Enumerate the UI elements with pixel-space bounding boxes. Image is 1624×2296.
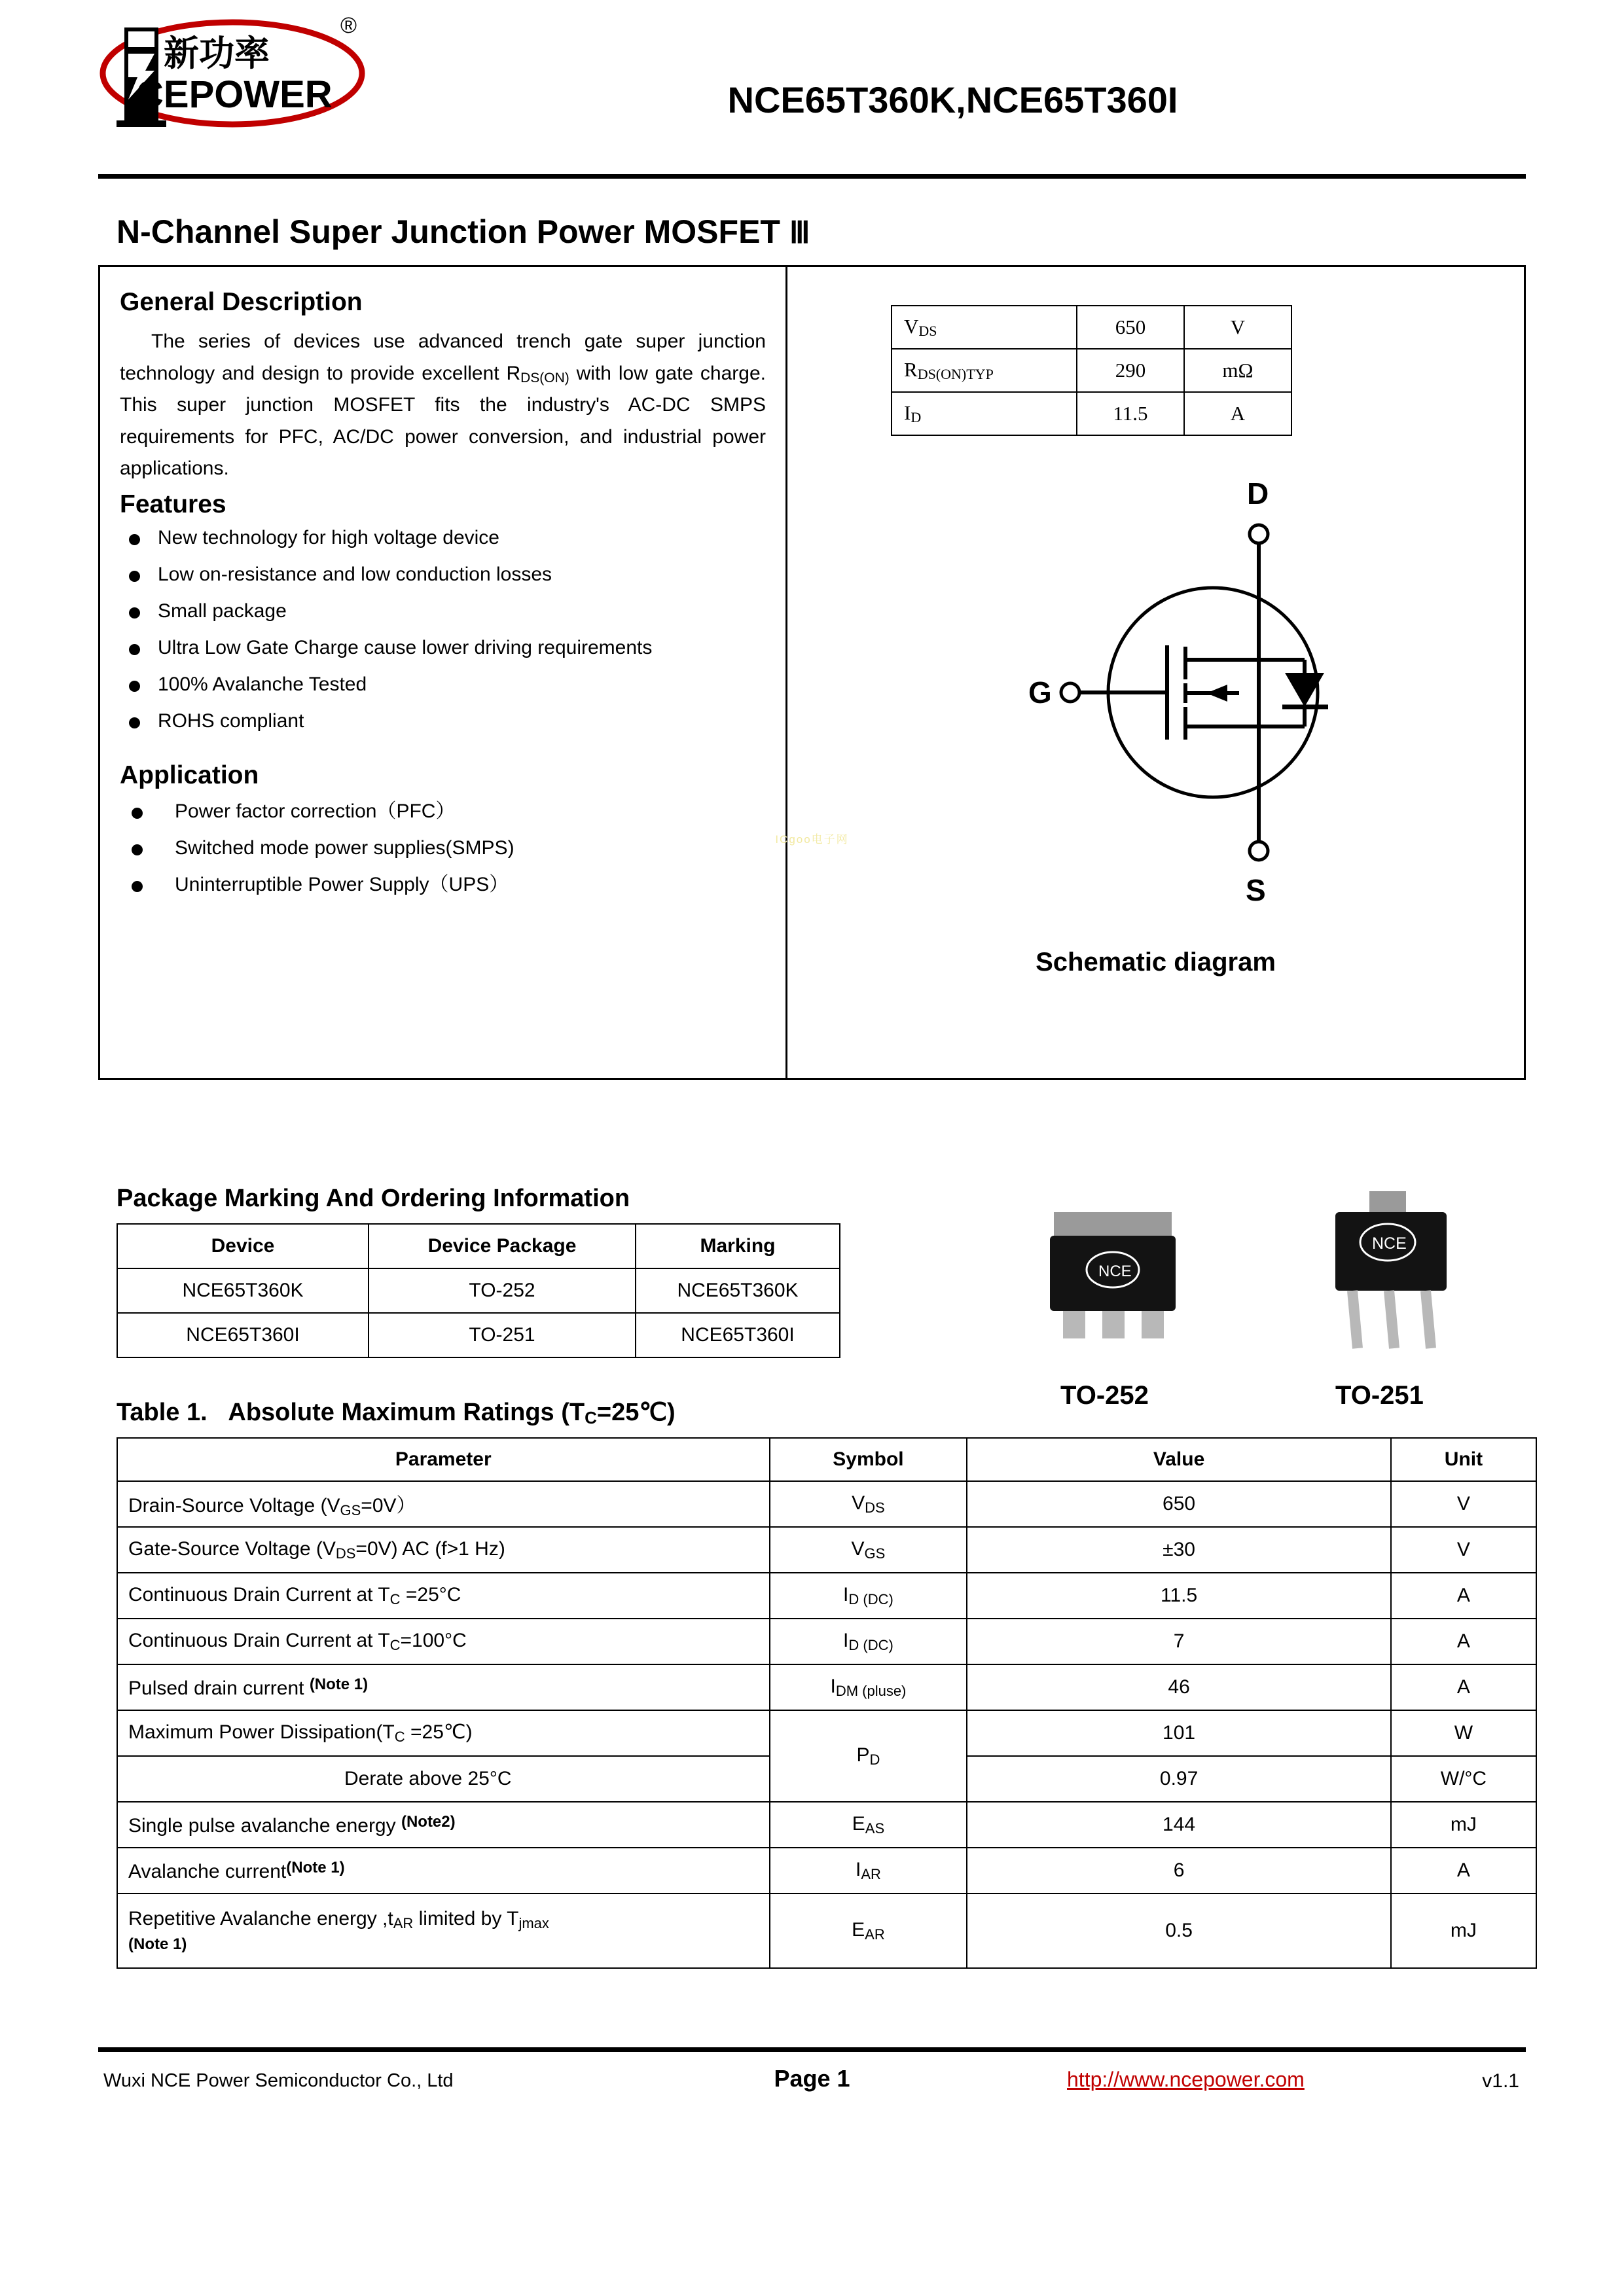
footer-version: v1.1 xyxy=(1482,2070,1519,2092)
general-description-sub: DS(ON) xyxy=(520,370,569,386)
table-row xyxy=(117,1664,1536,1710)
absolute-maximum-ratings-table xyxy=(117,1437,1537,1969)
svg-text:G: G xyxy=(1028,675,1052,709)
cell-unit: W/°C xyxy=(1391,1756,1536,1802)
table-row xyxy=(892,349,1291,392)
application-heading: Application xyxy=(120,761,259,789)
features-heading: Features xyxy=(120,490,226,518)
param-symbol: VDS xyxy=(892,306,1077,349)
cell-parameter: Gate-Source Voltage (VDS=0V) AC (f>1 Hz) xyxy=(117,1527,770,1573)
cell-parameter: Avalanche current$^{(Note 1)}$ xyxy=(117,1848,770,1893)
cell-value: 11.5 xyxy=(967,1573,1390,1619)
param-unit: A xyxy=(1184,392,1291,435)
footer-page-number: Page 1 xyxy=(774,2065,850,2092)
column-header-symbol: Symbol xyxy=(770,1438,967,1481)
table-row xyxy=(117,1710,1536,1756)
param-value: 11.5 xyxy=(1077,392,1184,435)
cell-value: 7 xyxy=(967,1619,1390,1664)
cell-value: 101 xyxy=(967,1710,1390,1756)
cell-value: ±30 xyxy=(967,1527,1390,1573)
table-header-row xyxy=(117,1438,1536,1481)
cell-unit: A xyxy=(1391,1619,1536,1664)
cell-parameter: Repetitive Avalanche energy ,tAR limited by Tjmax (Note 1) xyxy=(117,1893,770,1968)
cell-symbol: EAS xyxy=(770,1802,967,1848)
table-row xyxy=(117,1802,1536,1848)
svg-text:S: S xyxy=(1246,873,1266,907)
part-number-title: NCE65T360K,NCE65T360I xyxy=(727,79,1178,120)
table1-title-sub: C xyxy=(585,1408,597,1427)
cell-unit: W xyxy=(1391,1710,1536,1756)
cell-value: 46 xyxy=(967,1664,1390,1710)
overview-right-column xyxy=(787,267,1524,1078)
param-unit: V xyxy=(1184,306,1291,349)
general-description-heading: General Description xyxy=(120,288,363,316)
cell-parameter: Maximum Power Dissipation(TC =25℃) xyxy=(117,1710,770,1756)
cell-symbol: IAR xyxy=(770,1848,967,1893)
cell-unit: A xyxy=(1391,1664,1536,1710)
list-item: Switched mode power supplies(SMPS) xyxy=(120,838,766,858)
table-row xyxy=(117,1527,1536,1573)
to251-package-image xyxy=(1316,1185,1492,1378)
table-row xyxy=(892,392,1291,435)
table1-title-end: =25℃) xyxy=(596,1399,676,1426)
page-title xyxy=(117,213,1526,251)
package-marking-heading: Package Marking And Ordering Information xyxy=(117,1185,630,1212)
cell-marking: NCE65T360I xyxy=(636,1313,840,1357)
page-header xyxy=(98,0,1526,170)
table-row xyxy=(117,1481,1536,1527)
footer-company: Wuxi NCE Power Semiconductor Co., Ltd xyxy=(103,2070,454,2091)
schematic-diagram xyxy=(787,463,1524,922)
table-row xyxy=(117,1313,840,1357)
page-title-roman: Ⅲ xyxy=(789,216,810,249)
schematic-caption: Schematic diagram xyxy=(1036,948,1276,977)
cell-package: TO-251 xyxy=(369,1313,636,1357)
cell-unit: A xyxy=(1391,1848,1536,1893)
cell-value: 0.97 xyxy=(967,1756,1390,1802)
cell-parameter: Single pulse avalanche energy $^{(Note2)}$ xyxy=(117,1802,770,1848)
overview-left-column xyxy=(100,267,787,1078)
cell-parameter: Continuous Drain Current at TC =25°C xyxy=(117,1573,770,1619)
table-header-row xyxy=(117,1224,840,1268)
svg-text:NCE: NCE xyxy=(1098,1263,1132,1280)
svg-text:®: ® xyxy=(340,13,357,38)
cell-package: TO-252 xyxy=(369,1268,636,1313)
cell-marking: NCE65T360K xyxy=(636,1268,840,1313)
list-item: Uninterruptible Power Supply（UPS） xyxy=(120,875,766,895)
header-divider xyxy=(98,174,1526,179)
table1-heading xyxy=(117,1397,1526,1428)
to252-package-image xyxy=(1034,1204,1198,1365)
table-row xyxy=(117,1268,840,1313)
table-row xyxy=(117,1573,1536,1619)
watermark-text: ICgoo电子网 xyxy=(775,833,849,846)
to252-label: TO-252 xyxy=(1060,1381,1149,1410)
page-title-text: N-Channel Super Junction Power MOSFET xyxy=(117,213,780,250)
cell-device: NCE65T360K xyxy=(117,1268,369,1313)
svg-text:NCE: NCE xyxy=(1372,1234,1407,1253)
column-header-marking: Marking xyxy=(636,1224,840,1268)
package-marking-table xyxy=(117,1223,840,1358)
cell-parameter: Continuous Drain Current at TC=100°C xyxy=(117,1619,770,1664)
features-list xyxy=(120,528,766,731)
cell-value: 6 xyxy=(967,1848,1390,1893)
cell-value: 650 xyxy=(967,1481,1390,1527)
company-logo xyxy=(98,8,380,142)
param-value: 650 xyxy=(1077,306,1184,349)
cell-device: NCE65T360I xyxy=(117,1313,369,1357)
cell-unit: mJ xyxy=(1391,1893,1536,1968)
general-description-part2: with low gate charge. This super junction MOSFET fits the industry's AC-DC SMPS requirements for PFC, AC/DC power conversion, and industrial power applications. xyxy=(120,362,766,480)
cell-symbol: ID (DC) xyxy=(770,1619,967,1664)
table-row xyxy=(117,1848,1536,1893)
column-header-device: Device xyxy=(117,1224,369,1268)
cell-value: 0.5 xyxy=(967,1893,1390,1968)
list-item: 100% Avalanche Tested xyxy=(120,675,766,694)
list-item: Power factor correction（PFC） xyxy=(120,802,766,821)
general-description-part1: The series of devices use advanced trench gate super junction technology and design to provide excellent R xyxy=(120,331,766,384)
cell-parameter: Drain-Source Voltage (VGS=0V） xyxy=(117,1481,770,1527)
column-header-unit: Unit xyxy=(1391,1438,1536,1481)
cell-symbol: VGS xyxy=(770,1527,967,1573)
param-symbol: RDS(ON)TYP xyxy=(892,349,1077,392)
table-row xyxy=(892,306,1291,349)
cell-symbol: PD xyxy=(770,1710,967,1802)
table1-number: Table 1. xyxy=(117,1399,208,1426)
cell-value: 144 xyxy=(967,1802,1390,1848)
cell-symbol: IDM (pluse) xyxy=(770,1664,967,1710)
param-unit: mΩ xyxy=(1184,349,1291,392)
list-item: New technology for high voltage device xyxy=(120,528,766,548)
cell-symbol: EAR xyxy=(770,1893,967,1968)
table-row xyxy=(117,1619,1536,1664)
column-header-package: Device Package xyxy=(369,1224,636,1268)
list-item: ROHS compliant xyxy=(120,711,766,731)
page-footer xyxy=(98,2061,1526,2120)
to251-label: TO-251 xyxy=(1335,1381,1424,1410)
cell-symbol: VDS xyxy=(770,1481,967,1527)
footer-divider xyxy=(98,2047,1526,2052)
table-row xyxy=(117,1893,1536,1968)
package-marking-section xyxy=(98,1185,1526,1410)
param-value: 290 xyxy=(1077,349,1184,392)
cell-parameter: Derate above 25°C xyxy=(117,1756,770,1802)
application-list xyxy=(120,802,766,895)
column-header-parameter: Parameter xyxy=(117,1438,770,1481)
list-item: Small package xyxy=(120,601,766,621)
column-header-value: Value xyxy=(967,1438,1390,1481)
general-description-text xyxy=(120,326,766,485)
footer-website-link[interactable]: http://www.ncepower.com xyxy=(1067,2068,1305,2091)
table1-title: Absolute Maximum Ratings (T xyxy=(228,1399,585,1426)
cell-symbol: ID (DC) xyxy=(770,1573,967,1619)
list-item: Low on-resistance and low conduction losses xyxy=(120,565,766,584)
cell-parameter: Pulsed drain current $^{(Note 1)}$ xyxy=(117,1664,770,1710)
cell-unit: V xyxy=(1391,1481,1536,1527)
cell-unit: mJ xyxy=(1391,1802,1536,1848)
svg-text:CEPOWER: CEPOWER xyxy=(136,73,333,116)
param-symbol: ID xyxy=(892,392,1077,435)
overview-box xyxy=(98,265,1526,1080)
svg-text:D: D xyxy=(1247,476,1269,511)
key-parameters-table xyxy=(891,305,1292,436)
cell-unit: A xyxy=(1391,1573,1536,1619)
cell-unit: V xyxy=(1391,1527,1536,1573)
list-item: Ultra Low Gate Charge cause lower driving requirements xyxy=(120,638,766,658)
svg-text:新功率: 新功率 xyxy=(164,34,270,73)
